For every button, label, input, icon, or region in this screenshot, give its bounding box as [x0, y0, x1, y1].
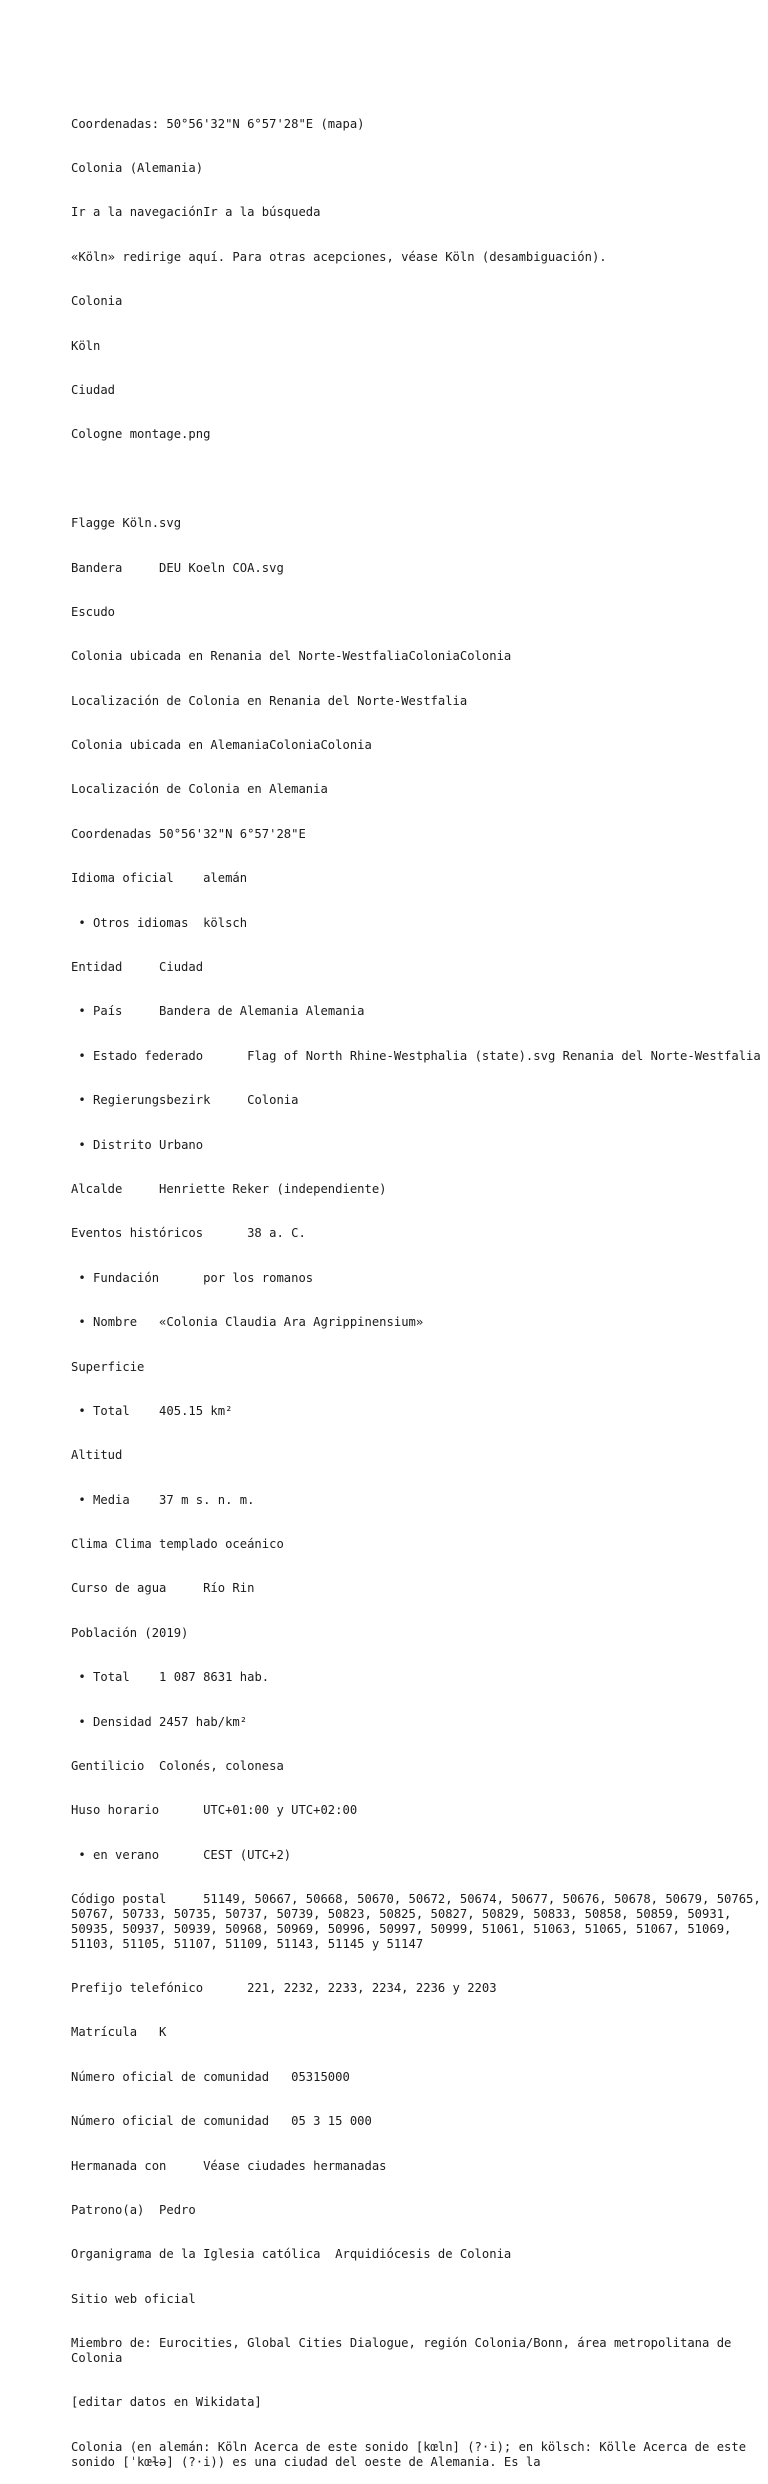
- twin-cities-row: Hermanada con Véase ciudades hermanadas: [71, 2158, 387, 2173]
- document-text: [71, 87, 768, 2484]
- intro-paragraph: Colonia (en alemán: Köln Acerca de este sonido [kœln] (?·i); en kölsch: Kölle Acerca de este sonido [ˈkœɫə] (?·i)) es una ciudad del oeste de Alemania. Es la: [71, 2439, 754, 2469]
- demonym-row: Gentilicio Colonés, colonesa: [71, 1759, 284, 1774]
- montage-image-alt[interactable]: Cologne montage.png: [71, 427, 211, 442]
- locator-caption-state: Localización de Colonia en Renania del Norte-Westfalia: [71, 693, 468, 708]
- article-title: Colonia (Alemania): [71, 160, 204, 175]
- locator-map-state: Colonia ubicada en Renania del Norte-WestfaliaColoniaColonia: [71, 649, 512, 664]
- phone-prefix-row: Prefijo telefónico 221, 2232, 2233, 2234, 2236 y 2203: [71, 1981, 497, 1995]
- redirect-note: «Köln» redirige aquí. Para otras acepciones, véase Köln (desambiguación).: [71, 249, 607, 264]
- entity-row: Entidad Ciudad: [71, 960, 204, 975]
- blank-line: [71, 472, 761, 487]
- name-row: • Nombre «Colonia Claudia Ara Agrippinensium»: [71, 1315, 424, 1330]
- summer-time-row: • en verano CEST (UTC+2): [71, 1847, 292, 1862]
- river-row: Curso de agua Río Rin: [71, 1581, 255, 1596]
- flag-image-alt[interactable]: Flagge Köln.svg: [71, 516, 182, 531]
- historic-events-row: Eventos históricos 38 a. C.: [71, 1226, 306, 1241]
- edit-wikidata-link[interactable]: [editar datos en Wikidata]: [71, 2395, 262, 2410]
- community-number-row: Número oficial de comunidad 05315000: [71, 2069, 350, 2084]
- infobox-local-name: Köln: [71, 338, 101, 353]
- patron-row: Patrono(a) Pedro: [71, 2202, 196, 2217]
- area-total-row: • Total 405.15 km²: [71, 1403, 233, 1418]
- coordinates-line: Coordenadas: 50°56'32"N 6°57'28"E (mapa): [71, 116, 365, 131]
- mayor-row: Alcalde Henriette Reker (independiente): [71, 1181, 387, 1196]
- urban-district-row: • Distrito Urbano: [71, 1137, 204, 1152]
- coat-of-arms-label: Escudo: [71, 604, 116, 619]
- church-row: Organigrama de la Iglesia católica Arquidiócesis de Colonia: [71, 2247, 512, 2262]
- foundation-row: • Fundación por los romanos: [71, 1270, 314, 1285]
- infobox-coordinates[interactable]: Coordenadas 50°56'32"N 6°57'28"E: [71, 826, 306, 841]
- altitude-header: Altitud: [71, 1448, 123, 1463]
- infobox-name: Colonia: [71, 294, 123, 309]
- official-website-row[interactable]: Sitio web oficial: [71, 2291, 196, 2306]
- area-header: Superficie: [71, 1359, 145, 1374]
- climate-row: Clima Clima templado oceánico: [71, 1537, 284, 1552]
- flag-coa-row: Bandera DEU Koeln COA.svg: [71, 560, 284, 575]
- license-plate-row: Matrícula K: [71, 2025, 167, 2040]
- other-languages-row: • Otros idiomas kölsch: [71, 915, 248, 930]
- infobox-type: Ciudad: [71, 382, 116, 397]
- locator-map-country: Colonia ubicada en AlemaniaColoniaColonia: [71, 738, 372, 753]
- postal-code-row: Código postal 51149, 50667, 50668, 50670, 50672, 50674, 50677, 50676, 50678, 50679, 50765, 50767, 50733, 50735, 50737, 50739, 50823, 50825, 50827, 50829, 50833, 50858, 50859, 50931, 50935, 50937, 50939, 50968, 50969, 50996, 50997, 50999, 51061, 51063, 51065, 51067, 51069, 51103, 51105, 51107, 51109, 51143, 51145 y 51147: [71, 1892, 768, 1951]
- altitude-mean-row: • Media 37 m s. n. m.: [71, 1492, 255, 1507]
- population-header: Población (2019): [71, 1625, 189, 1640]
- community-number-row-alt: Número oficial de comunidad 05 3 15 000: [71, 2114, 372, 2129]
- skip-links[interactable]: Ir a la navegaciónIr a la búsqueda: [71, 205, 321, 220]
- population-total-row: • Total 1 087 8631 hab.: [71, 1670, 270, 1685]
- country-row: • País Bandera de Alemania Alemania: [71, 1004, 365, 1019]
- official-language-row: Idioma oficial alemán: [71, 871, 248, 886]
- time-zone-row: Huso horario UTC+01:00 y UTC+02:00: [71, 1803, 358, 1818]
- density-row: • Densidad 2457 hab/km²: [71, 1714, 248, 1729]
- state-row: • Estado federado Flag of North Rhine-Westphalia (state).svg Renania del Norte-Westfalia: [71, 1048, 761, 1063]
- regierungsbezirk-row: • Regierungsbezirk Colonia: [71, 1093, 299, 1108]
- locator-caption-country: Localización de Colonia en Alemania: [71, 782, 328, 797]
- member-of-row: Miembro de: Eurocities, Global Cities Dialogue, región Colonia/Bonn, área metropolitana de Colonia: [71, 2336, 739, 2365]
